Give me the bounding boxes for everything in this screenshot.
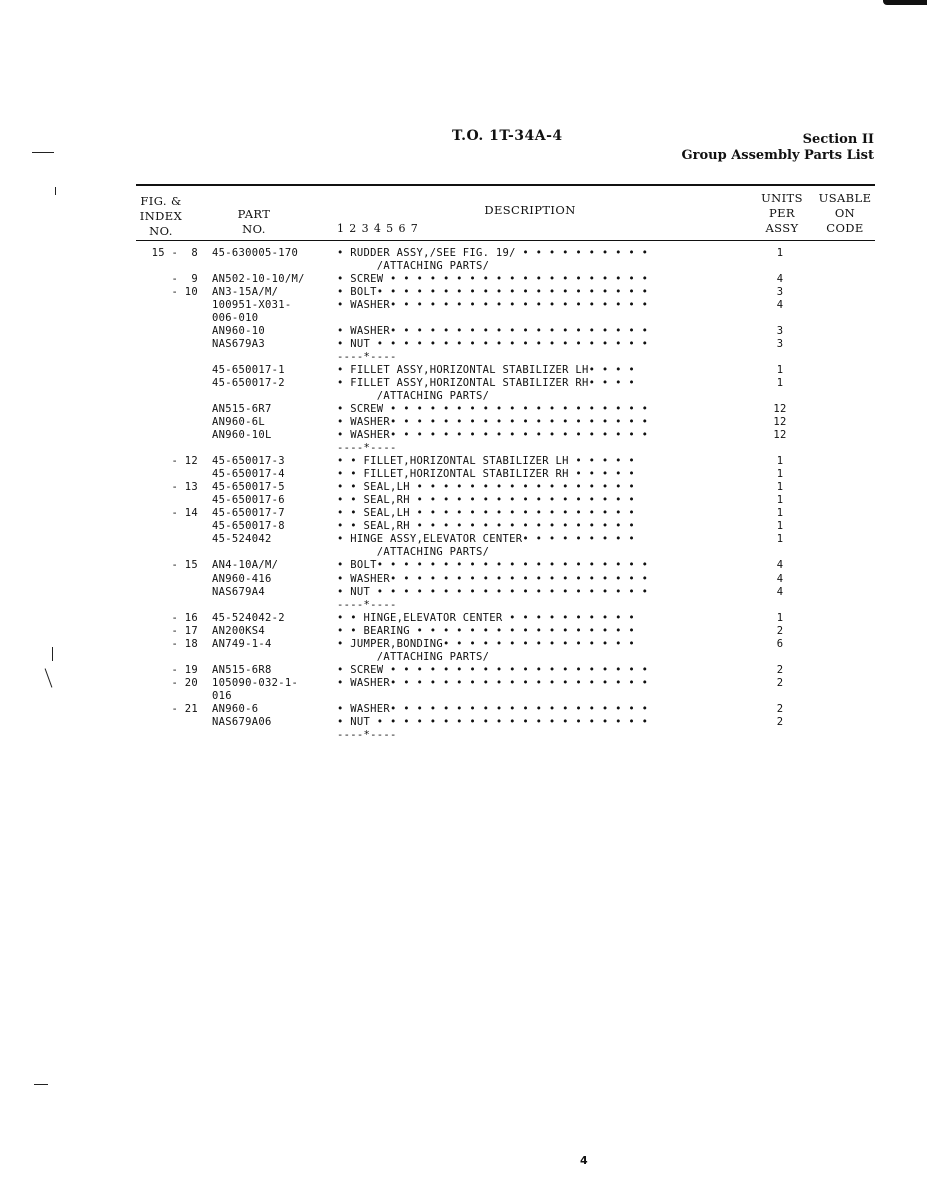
column-header-part-no: PART NO. [237,207,271,236]
scan-mark [32,152,54,153]
table-top-rule [136,184,875,186]
table-row [0,651,927,664]
table-row [0,716,927,729]
units-cell: 1 [776,520,784,533]
description-cell: • RUDDER ASSY,/SEE FIG. 19/ • • • • • • • • • • [337,247,649,259]
units-cell: 12 [773,416,787,429]
description-cell: • • FILLET,HORIZONTAL STABILIZER RH • • • • • [337,468,635,481]
scan-mark [55,187,56,195]
table-row [0,351,927,364]
part-number-cell: AN502-10-10/M/ [212,273,305,286]
description-cell: • SCREW • • • • • • • • • • • • • • • • • • • • [337,403,649,416]
units-cell: 3 [776,286,784,299]
fig-index-cell: - 21 [171,702,198,715]
units-cell: 2 [776,715,784,728]
table-row [0,390,927,403]
part-number-cell: NAS679A4 [212,585,265,598]
description-cell: ----*---- [337,442,397,455]
column-header-units-per-assy: UNITS PER ASSY [761,191,803,235]
table-row [0,429,927,442]
table-row [0,377,927,390]
scan-mark [52,647,53,661]
units-cell: 2 [776,663,784,676]
part-number-cell: 105090-032-1- [212,676,299,689]
part-number-cell: AN515-6R8 [212,663,272,676]
part-number-cell: 016 [212,689,232,702]
part-number-cell: AN200KS4 [212,624,265,637]
table-row [0,507,927,520]
document-number: T.O. 1T-34A-4 [452,128,563,144]
column-header-indent-digits: 1 2 3 4 5 6 7 [337,222,419,235]
description-cell: • FILLET ASSY,HORIZONTAL STABILIZER LH• • • • [337,364,635,377]
table-row [0,247,927,260]
table-row [0,468,927,481]
table-row [0,625,927,638]
units-cell: 1 [776,507,784,520]
fig-index-cell: - 13 [171,481,198,494]
description-cell: • • SEAL,RH • • • • • • • • • • • • • • • • • [337,520,635,533]
table-row [0,325,927,338]
part-number-cell: AN3-15A/M/ [212,286,279,299]
table-row [0,690,927,703]
description-cell: • WASHER• • • • • • • • • • • • • • • • • • • • [337,429,649,442]
table-row [0,546,927,559]
part-number-cell: AN960-10L [212,429,272,442]
description-cell: ----*---- [337,598,397,611]
part-number-cell: 45-650017-7 [212,507,285,520]
units-cell: 1 [776,455,784,468]
table-row [0,677,927,690]
units-cell: 1 [776,364,784,377]
description-cell: • • BEARING • • • • • • • • • • • • • • • • • [337,624,635,637]
table-row [0,664,927,677]
part-number-cell: AN515-6R7 [212,403,272,416]
part-number-cell: 100951-X031- [212,299,292,312]
table-header-rule [136,240,875,241]
units-cell: 3 [776,338,784,351]
part-number-cell: 45-650017-6 [212,494,285,507]
table-row [0,559,927,572]
units-cell: 1 [776,377,784,390]
table-row [0,494,927,507]
section-header [682,132,875,164]
description-cell: • WASHER• • • • • • • • • • • • • • • • • • • • [337,676,649,689]
description-cell: • WASHER• • • • • • • • • • • • • • • • • • • • [337,572,649,585]
description-cell: • BOLT• • • • • • • • • • • • • • • • • • • • • [337,559,649,572]
table-row [0,312,927,325]
part-number-cell: 45-650017-5 [212,481,285,494]
description-cell: • • SEAL,LH • • • • • • • • • • • • • • • • • [337,507,635,520]
units-cell: 1 [776,247,784,259]
units-cell: 4 [776,585,784,598]
table-row [0,416,927,429]
part-number-cell: 45-650017-8 [212,520,285,533]
table-row [0,260,927,273]
description-cell: • • SEAL,LH • • • • • • • • • • • • • • • • • [337,481,635,494]
part-number-cell: 45-650017-4 [212,468,285,481]
table-row [0,520,927,533]
table-row [0,586,927,599]
table-row [0,729,927,742]
table-row [0,573,927,586]
part-number-cell: 45-630005-170 [212,247,299,259]
part-number-cell: AN4-10A/M/ [212,559,279,572]
units-cell: 3 [776,325,784,338]
fig-index-cell: - 10 [171,286,198,299]
part-number-cell: AN749-1-4 [212,637,272,650]
description-cell: • WASHER• • • • • • • • • • • • • • • • • • • • [337,299,649,312]
units-cell: 6 [776,637,784,650]
fig-index-cell: - 16 [171,611,198,624]
description-cell: • SCREW • • • • • • • • • • • • • • • • • • • • [337,663,649,676]
scan-ink-mark [883,0,927,5]
units-cell: 2 [776,676,784,689]
table-row [0,638,927,651]
column-header-fig-index: FIG. & INDEX NO. [139,194,183,238]
description-cell: /ATTACHING PARTS/ [337,546,490,559]
part-number-cell: 45-524042 [212,533,272,546]
table-row [0,703,927,716]
table-row [0,286,927,299]
description-cell: /ATTACHING PARTS/ [337,650,490,663]
fig-index-cell: - 18 [171,637,198,650]
units-cell: 1 [776,611,784,624]
description-cell: • JUMPER,BONDING• • • • • • • • • • • • • • • [337,637,635,650]
units-cell: 2 [776,624,784,637]
description-cell: /ATTACHING PARTS/ [337,260,490,273]
table-row [0,299,927,312]
fig-index-cell: - 12 [171,455,198,468]
part-number-cell: 45-650017-1 [212,364,285,377]
table-row [0,403,927,416]
units-cell: 4 [776,273,784,286]
units-cell: 4 [776,572,784,585]
units-cell: 2 [776,702,784,715]
part-number-cell: NAS679A06 [212,715,272,728]
description-cell: • NUT • • • • • • • • • • • • • • • • • • • • • [337,715,649,728]
table-row [0,273,927,286]
part-number-cell: AN960-6 [212,702,259,715]
units-cell: 1 [776,481,784,494]
description-cell: • WASHER• • • • • • • • • • • • • • • • • • • • [337,416,649,429]
table-row [0,599,927,612]
table-row [0,455,927,468]
description-cell: • FILLET ASSY,HORIZONTAL STABILIZER RH• • • • [337,377,635,390]
description-cell: • • HINGE,ELEVATOR CENTER • • • • • • • • • • [337,611,635,624]
table-row [0,338,927,351]
fig-index-cell: - 15 [171,559,198,572]
description-cell: • • FILLET,HORIZONTAL STABILIZER LH • • • • • [337,455,635,468]
units-cell: 1 [776,494,784,507]
table-row [0,442,927,455]
table-row [0,533,927,546]
units-cell: 1 [776,468,784,481]
fig-index-cell: - 14 [171,507,198,520]
part-number-cell: AN960-416 [212,572,272,585]
part-number-cell: 45-650017-3 [212,455,285,468]
part-number-cell: AN960-10 [212,325,265,338]
fig-index-cell: - 17 [171,624,198,637]
section-label: Section II [802,132,874,147]
description-cell: ----*---- [337,351,397,364]
table-row [0,364,927,377]
description-cell: • WASHER• • • • • • • • • • • • • • • • • • • • [337,325,649,338]
units-cell: 4 [776,559,784,572]
part-number-cell: AN960-6L [212,416,265,429]
description-cell: • BOLT• • • • • • • • • • • • • • • • • • • • • [337,286,649,299]
fig-index-cell: - 9 [171,273,198,286]
description-cell: ----*---- [337,728,397,741]
column-header-description: DESCRIPTION [484,203,576,217]
description-cell: • WASHER• • • • • • • • • • • • • • • • • • • • [337,702,649,715]
part-number-cell: NAS679A3 [212,338,265,351]
fig-index-cell: 15 - 8 [151,247,198,259]
units-cell: 4 [776,299,784,312]
description-cell: • NUT • • • • • • • • • • • • • • • • • • • • • [337,585,649,598]
units-cell: 1 [776,533,784,546]
fig-index-cell: - 19 [171,663,198,676]
fig-index-cell: - 20 [171,676,198,689]
description-cell: • SCREW • • • • • • • • • • • • • • • • • • • • [337,273,649,286]
description-cell: • • SEAL,RH • • • • • • • • • • • • • • • • • [337,494,635,507]
section-title: Group Assembly Parts List [681,148,874,163]
table-row [0,481,927,494]
part-number-cell: 006-010 [212,312,259,325]
scan-mark [34,1084,48,1085]
description-cell: • NUT • • • • • • • • • • • • • • • • • • • • • [337,338,649,351]
part-number-cell: 45-650017-2 [212,377,285,390]
units-cell: 12 [773,403,787,416]
description-cell: • HINGE ASSY,ELEVATOR CENTER• • • • • • • • • [337,533,635,546]
description-cell: /ATTACHING PARTS/ [337,390,490,403]
page-number: 4 [580,1154,588,1167]
units-cell: 12 [773,429,787,442]
column-header-usable-on-code: USABLE ON CODE [818,191,872,235]
table-row [0,612,927,625]
part-number-cell: 45-524042-2 [212,611,285,624]
